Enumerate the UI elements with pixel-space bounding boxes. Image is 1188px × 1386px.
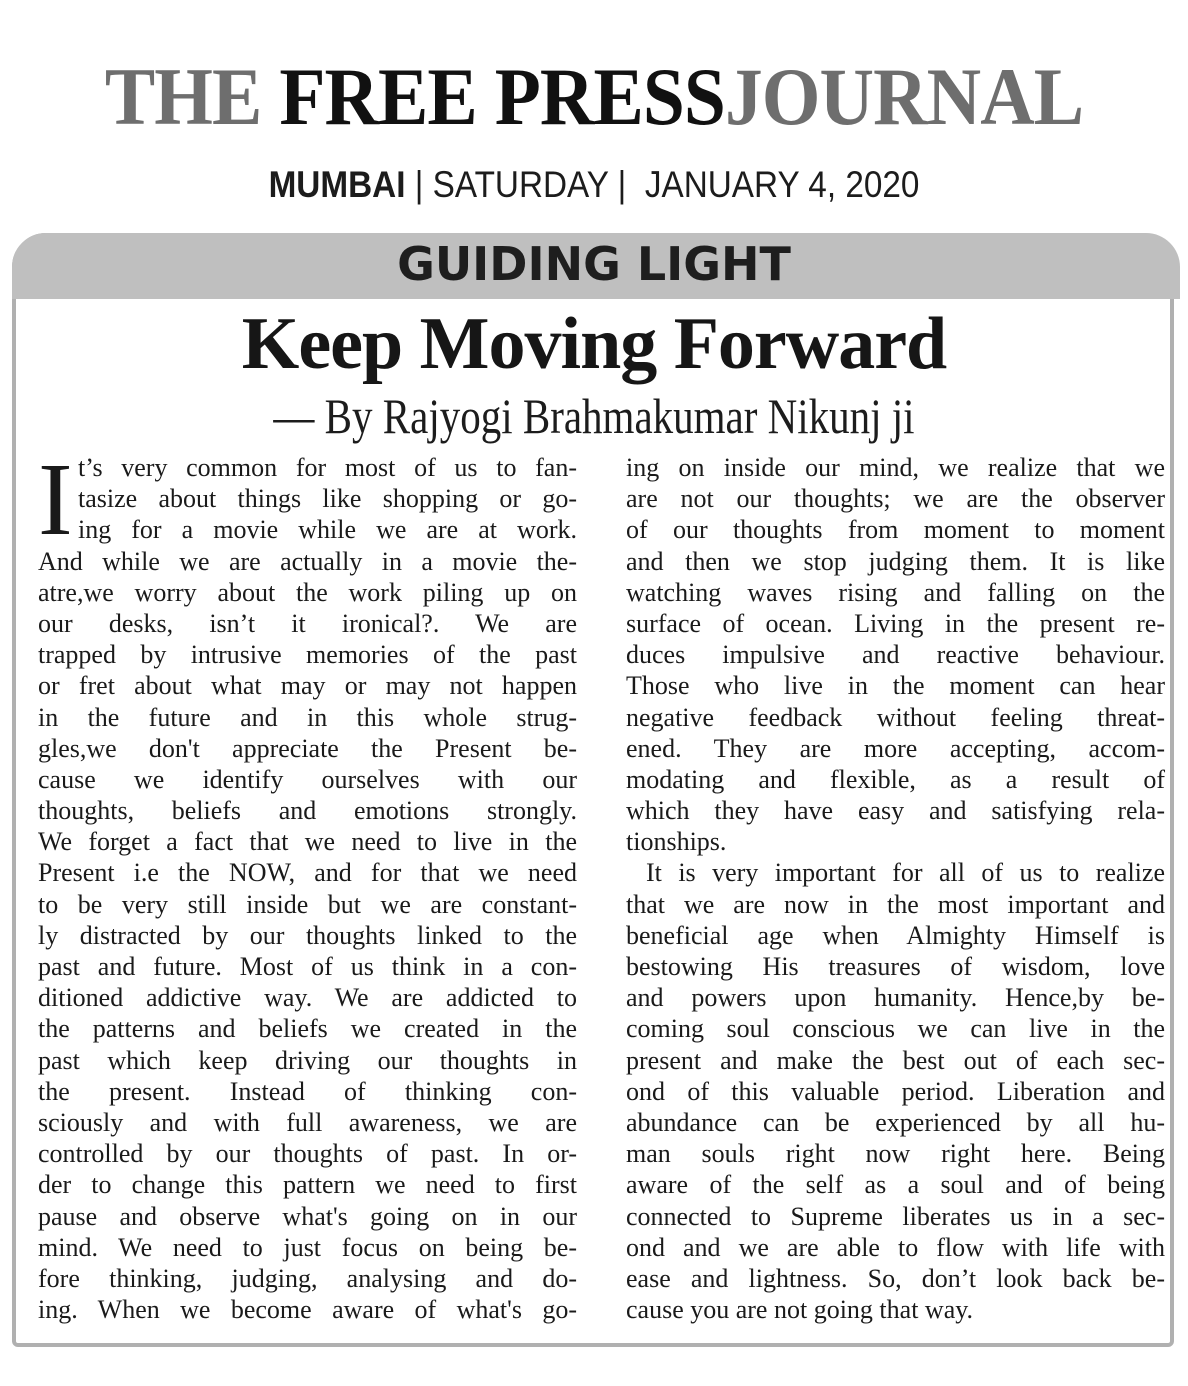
article-text-line: past and future. Most of us think in a con- (38, 952, 577, 981)
article-text-line: atre,we worry about the work piling up on (38, 577, 577, 607)
article-text-line: Present i.e the NOW, and for that we need (38, 858, 577, 888)
article-text-line: ond and we are able to flow with life with (626, 1232, 1165, 1262)
article-text-line: the patterns and beliefs we created in the (38, 1014, 577, 1044)
article-text-line: or fret about what may or may not happen (38, 671, 577, 701)
article-text-line: are not our thoughts; we are the observer (626, 484, 1165, 514)
dateline-city: MUMBAI (268, 164, 406, 205)
masthead-free-press: FREE PRESS (279, 51, 725, 142)
article-text-line: We forget a fact that we need to live in the (38, 827, 577, 857)
article-text-line: cause you are not going that way. (626, 1295, 974, 1325)
masthead-logo (48, 51, 1141, 142)
article-text-line: trapped by intrusive memories of the past (38, 640, 577, 670)
article-text-line: present and make the best out of each sec- (626, 1045, 1165, 1075)
article-text-line: It is very important for all of us to realize (646, 858, 1165, 888)
article-text-line: tasize about things like shopping or go- (78, 484, 577, 514)
section-heading: GUIDING LIGHT (397, 237, 791, 291)
article-text-line: pause and observe what's going on in our (38, 1201, 577, 1231)
article-text-line: cause we identify ourselves with our (38, 764, 577, 794)
article-text-line: our desks, isn’t it ironical?. We are (38, 608, 577, 638)
article-text-line: ened. They are more accepting, accom- (626, 733, 1165, 763)
article-column-right (626, 452, 1165, 1325)
article-text-line: der to change this pattern we need to first (38, 1170, 577, 1200)
article-text-line: duces impulsive and reactive behaviour. (626, 640, 1165, 670)
article-text-line: tionships. (626, 827, 727, 857)
article-text-line: surface of ocean. Living in the present re- (626, 608, 1165, 638)
article-text-line: Those who live in the moment can hear (626, 671, 1165, 701)
article-text-line: which they have easy and satisfying rela- (626, 796, 1165, 826)
article-text-line: and powers upon humanity. Hence,by be- (626, 983, 1165, 1013)
article-text-line: negative feedback without feeling threat- (626, 702, 1165, 732)
article-text-line: that we are now in the most important and (626, 889, 1165, 919)
article-column-left (38, 442, 577, 1325)
article-text-line: ly distracted by our thoughts linked to the (38, 920, 577, 950)
article-text-line: beneficial age when Almighty Himself is (626, 920, 1165, 950)
article-text-line: sciously and with full awareness, we are (38, 1107, 577, 1137)
dateline-separator: | (617, 164, 627, 205)
article-title: Keep Moving Forward (241, 303, 947, 385)
masthead-journal: JOURNAL (724, 51, 1084, 142)
article-text-line: and then we stop judging them. It is like (626, 546, 1165, 576)
article-text-line: connected to Supreme liberates us in a sec- (626, 1201, 1165, 1231)
drop-cap: I (38, 442, 73, 557)
article-byline: — By Rajyogi Brahmakumar Nikunj ji (273, 388, 915, 444)
article-text-line: t’s very common for most of us to fan- (78, 453, 577, 482)
article-text-line: to be very still inside but we are constant- (38, 889, 577, 919)
article-text-line: coming soul conscious we can live in the (626, 1014, 1165, 1044)
article-text-line: ond of this valuable period. Liberation and (626, 1076, 1165, 1106)
article-text-line: modating and flexible, as a result of (626, 764, 1165, 794)
dateline-date: JANUARY 4, 2020 (644, 164, 920, 205)
article-text-line: thoughts, beliefs and emotions strongly. (38, 796, 577, 826)
article-text-line: ditioned addictive way. We are addicted to (38, 983, 577, 1013)
article-text-line: And while we are actually in a movie the- (38, 546, 577, 576)
dateline-separator: | (414, 164, 424, 205)
article-text-line: mind. We need to just focus on being be- (38, 1232, 577, 1262)
article-text-line: fore thinking, judging, analysing and do- (38, 1263, 577, 1293)
article-text-line: gles,we don't appreciate the Present be- (38, 733, 577, 763)
article-text-line: the present. Instead of thinking con- (38, 1076, 577, 1106)
article-text-line: aware of the self as a soul and of being (626, 1170, 1165, 1200)
article-text-line: abundance can be experienced by all hu- (626, 1107, 1165, 1137)
article-text-line: ing for a movie while we are at work. (78, 515, 577, 545)
article-text-line: ing on inside our mind, we realize that we (626, 453, 1165, 482)
article-text-line: watching waves rising and falling on the (626, 577, 1165, 607)
article-text-line: of our thoughts from moment to moment (626, 515, 1165, 545)
article-text-line: in the future and in this whole strug- (38, 702, 577, 732)
dateline (59, 164, 1128, 206)
article-text-line: controlled by our thoughts of past. In or- (38, 1139, 577, 1169)
article-text-line: ease and lightness. So, don’t look back be- (626, 1263, 1165, 1293)
masthead-the: THE (104, 51, 262, 142)
article-text-line: man souls right now right here. Being (626, 1139, 1165, 1169)
dateline-day: SATURDAY (432, 164, 609, 205)
article-text-line: bestowing His treasures of wisdom, love (626, 952, 1165, 981)
article-text-line: past which keep driving our thoughts in (38, 1045, 577, 1075)
article-text-line: ing. When we become aware of what's go- (38, 1295, 577, 1325)
